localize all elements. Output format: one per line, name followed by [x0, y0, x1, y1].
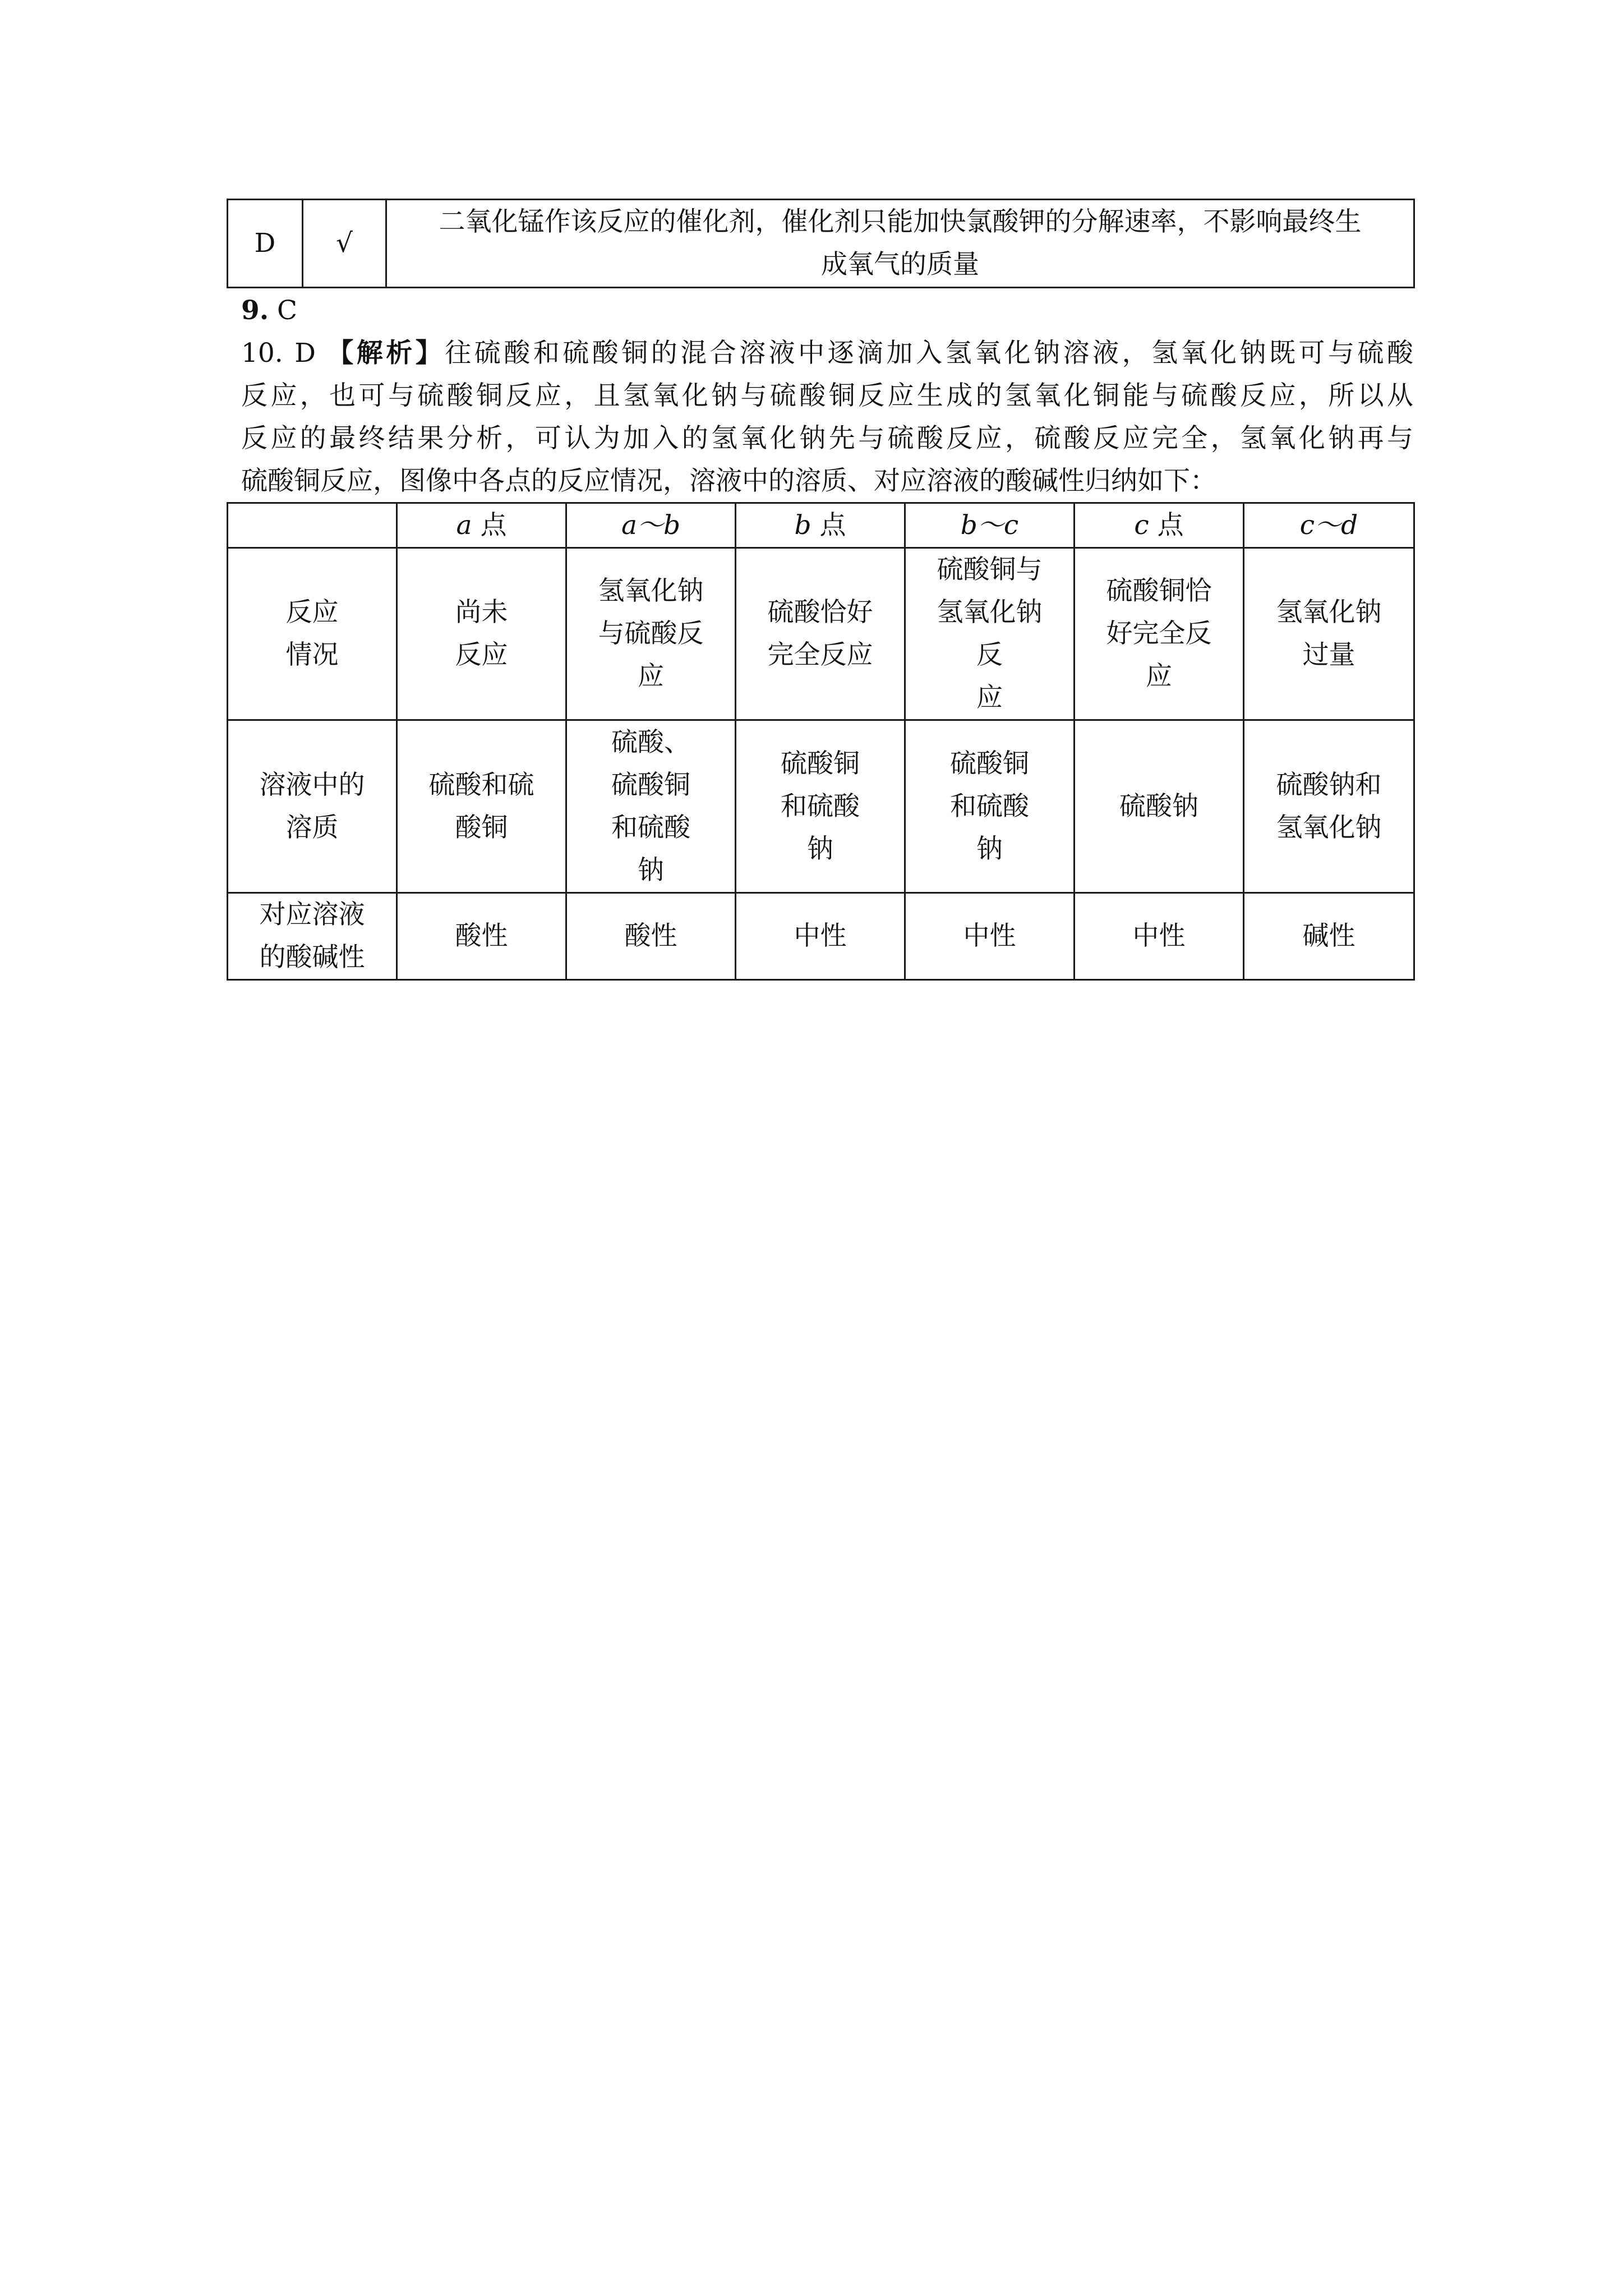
- header-cell: a～b: [566, 503, 736, 548]
- row-label: 溶液中的 溶质: [228, 720, 397, 893]
- table-row-acidity: [228, 893, 1414, 980]
- table-row-reaction: [228, 548, 1414, 720]
- table-row-solute: [228, 720, 1414, 893]
- table-cell: 中性: [1075, 893, 1244, 980]
- header-cell: b～c: [905, 503, 1075, 548]
- table-cell: 硫酸和硫 酸铜: [397, 720, 566, 893]
- option-cell: D: [228, 200, 303, 288]
- header-cell: c～d: [1244, 503, 1414, 548]
- analysis-line: 反应，也可与硫酸铜反应，且氢氧化钠与硫酸铜反应生成的氢氧化铜能与硫酸反应，所以从: [241, 380, 1413, 411]
- header-cell: a 点: [397, 503, 566, 548]
- explanation-cell: [386, 200, 1414, 288]
- answer-choice: C: [277, 295, 297, 326]
- table-cell: 酸性: [566, 893, 736, 980]
- mark-cell: √: [303, 200, 386, 288]
- table-cell: 酸性: [397, 893, 566, 980]
- table-cell: 硫酸恰好 完全反应: [736, 548, 905, 720]
- table-cell: 硫酸钠: [1075, 720, 1244, 893]
- question-number: 10.: [241, 338, 283, 369]
- analysis-line: 反应的最终结果分析，可认为加入的氢氧化钠先与硫酸反应，硫酸反应完全，氢氧化钠再与: [241, 423, 1413, 454]
- table-cell: 硫酸、 硫酸铜 和硫酸 钠: [566, 720, 736, 893]
- table-cell: 硫酸钠和 氢氧化钠: [1244, 720, 1414, 893]
- table-cell: 中性: [905, 893, 1075, 980]
- table-cell: 硫酸铜 和硫酸 钠: [905, 720, 1075, 893]
- answer-choice: D: [294, 338, 316, 369]
- table-cell: 硫酸铜 和硫酸 钠: [736, 720, 905, 893]
- table-cell: 碱性: [1244, 893, 1414, 980]
- row-label: 对应溶液 的酸碱性: [228, 893, 397, 980]
- table-cell: 氢氧化钠 与硫酸反 应: [566, 548, 736, 720]
- analysis-line: 往硫酸和硫酸铜的混合溶液中逐滴加入氢氧化钠溶液，氢氧化钠既可与硫酸: [445, 338, 1413, 369]
- table-cell: 尚未 反应: [397, 548, 566, 720]
- analysis-line: 硫酸铜反应，图像中各点的反应情况，溶液中的溶质、对应溶液的酸碱性归纳如下：: [241, 466, 1216, 496]
- header-cell-empty: [228, 503, 397, 548]
- table-header-row: [228, 503, 1414, 548]
- header-cell: b 点: [736, 503, 905, 548]
- table-cell: 氢氧化钠 过量: [1244, 548, 1414, 720]
- table-cell: 硫酸铜恰 好完全反 应: [1075, 548, 1244, 720]
- question-number: 9.: [241, 295, 269, 326]
- table-cell: 中性: [736, 893, 905, 980]
- previous-answer-table: [227, 199, 1415, 288]
- analysis-table: [227, 502, 1415, 981]
- table-row: [228, 200, 1414, 288]
- answer-10: [241, 332, 1413, 503]
- explanation-line: 成氧气的质量: [821, 249, 979, 280]
- row-label: 反应 情况: [228, 548, 397, 720]
- header-cell: c 点: [1075, 503, 1244, 548]
- explanation-line: 二氧化锰作该反应的催化剂，催化剂只能加快氯酸钾的分解速率，不影响最终生: [439, 206, 1362, 237]
- analysis-tag: 【解析】: [327, 338, 445, 369]
- answer-9: [241, 289, 297, 332]
- table-cell: 硫酸铜与 氢氧化钠 反 应: [905, 548, 1075, 720]
